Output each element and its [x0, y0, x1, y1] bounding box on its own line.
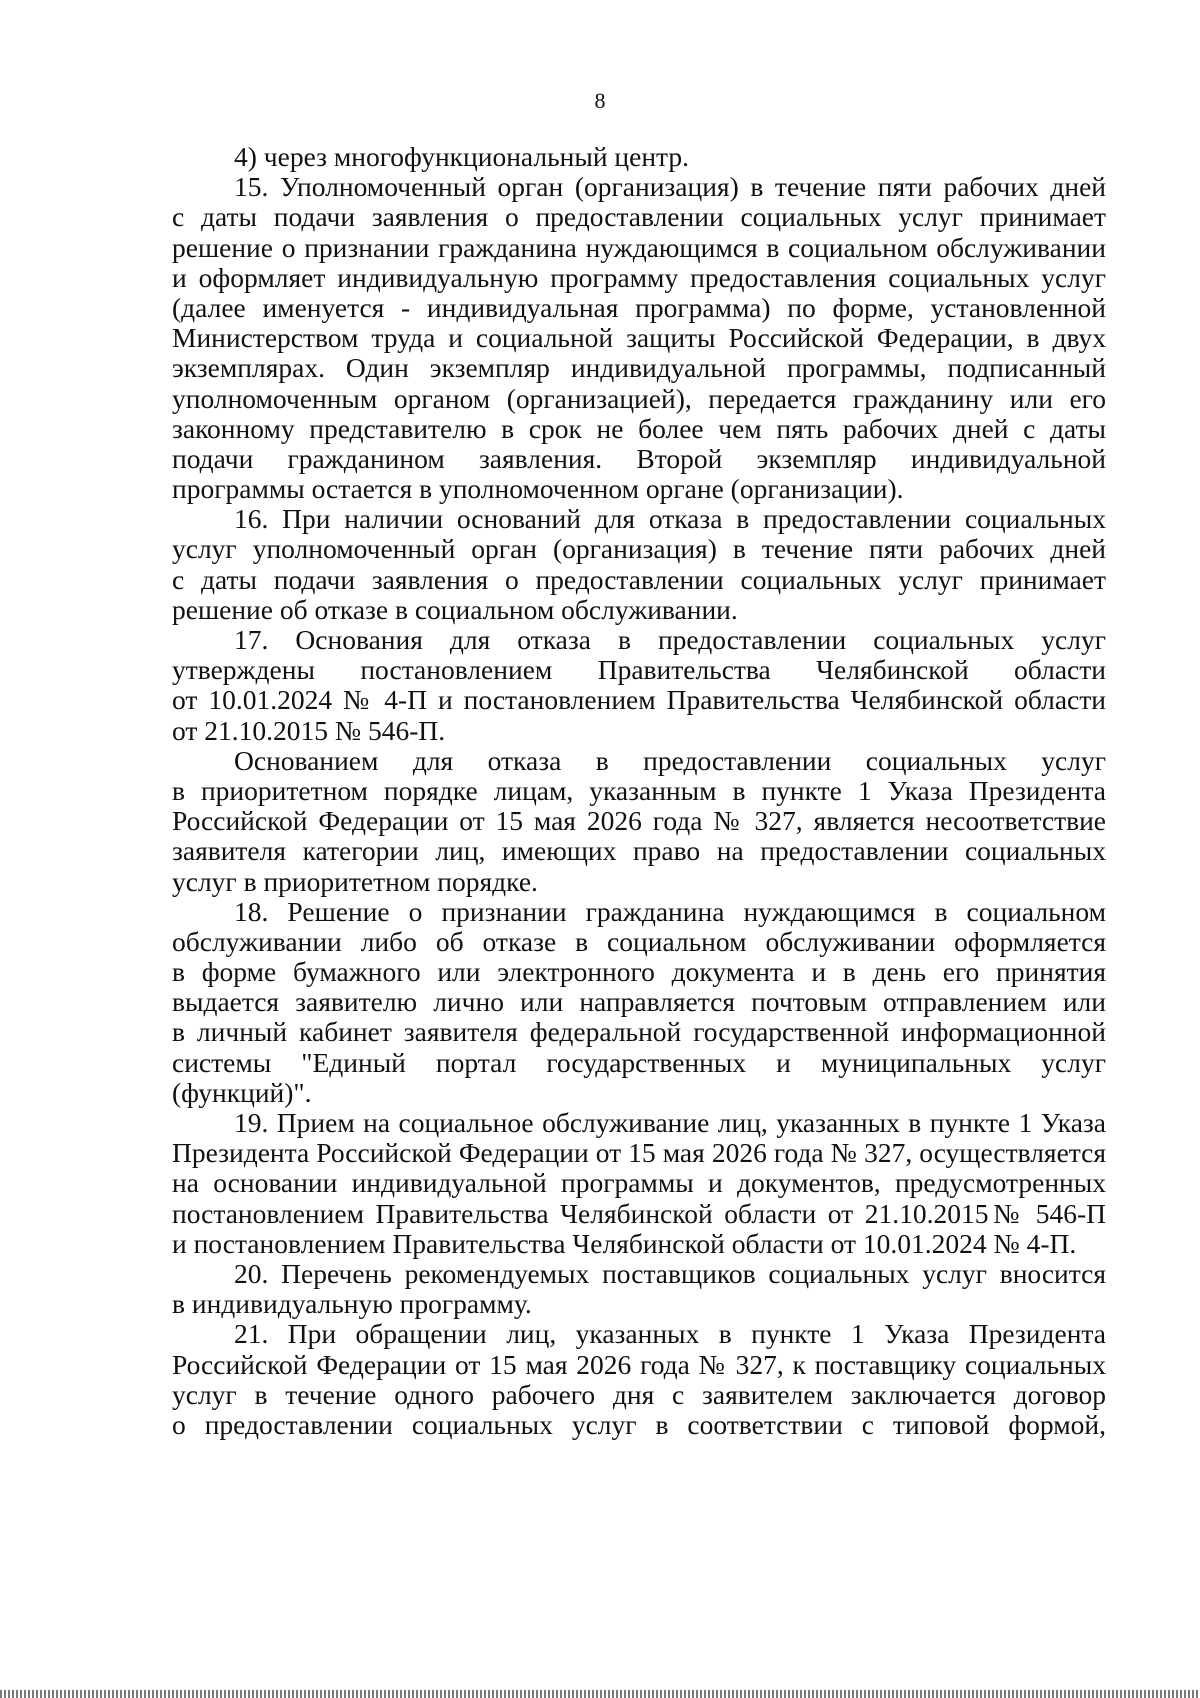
text-line: 20. Перечень рекомендуемых поставщиков социальных услуг вносится: [234, 1257, 1106, 1289]
text-line: Основанием для отказа в предоставлении социальных услуг: [234, 744, 1106, 776]
text-line: 17. Основания для отказа в предоставлении социальных услуг: [234, 624, 1106, 655]
text-line: услуг уполномоченный орган (организация) в течение пяти рабочих дней: [172, 533, 1106, 565]
text-line: в личный кабинет заявителя федеральной государственной информационной: [172, 1016, 1106, 1048]
text-line: законному представителю в срок не более чем пять рабочих дней с даты: [172, 412, 1106, 444]
text-line: обслуживании либо об отказе в социальном обслуживании оформляется: [172, 925, 1106, 957]
text-line: и оформляет индивидуальную программу предоставления социальных услуг: [172, 261, 1106, 293]
text-line: Российской Федерации от 15 мая 2026 года № 327, является несоответствие: [172, 805, 1106, 837]
text-line: системы "Единый портал государственных и муниципальных услуг: [172, 1046, 1106, 1078]
text-line: и постановлением Правительства Челябинской области от 10.01.2024 № 4-П.: [172, 1227, 1077, 1259]
text-line: постановлением Правительства Челябинской области от 21.10.2015№ 546-П: [172, 1197, 1106, 1229]
text-line: экземплярах. Один экземпляр индивидуальной программы, подписанный: [172, 352, 1106, 384]
text-line: 21. При обращении лиц, указанных в пункте 1 Указа Президента: [234, 1318, 1106, 1350]
text-line: Президента Российской Федерации от 15 мая 2026 года № 327, осуществляется: [172, 1137, 1106, 1169]
text-line: от 10.01.2024 № 4-П и постановлением Правительства Челябинской области: [172, 684, 1106, 716]
text-line: в индивидуальную программу.: [172, 1288, 532, 1320]
text-line: программы остается в уполномоченном органе (организации).: [172, 473, 904, 505]
text-line: с даты подачи заявления о предоставлении социальных услуг принимает: [172, 201, 1106, 233]
text-line: в форме бумажного или электронного документа и в день его принятия: [172, 956, 1106, 988]
page-number: 8: [594, 88, 606, 113]
text-line: на основании индивидуальной программы и документов, предусмотренных: [172, 1167, 1106, 1199]
text-line: решение об отказе в социальном обслуживании.: [172, 593, 738, 625]
text-line: 4) через многофункциональный центр.: [234, 141, 690, 172]
text-line: выдается заявителю лично или направляется почтовым отправлением или: [172, 986, 1106, 1018]
scan-edge-divider: [0, 1690, 1200, 1698]
text-line: 19. Прием на социальное обслуживание лиц, указанных в пункте 1 Указа: [234, 1107, 1106, 1138]
text-line: Министерством труда и социальной защиты Российской Федерации, в двух: [172, 322, 1106, 354]
text-line: уполномоченным органом (организацией), передается гражданину или его: [172, 382, 1106, 414]
text-line: в приоритетном порядке лицам, указанным в пункте 1 Указа Президента: [172, 774, 1106, 806]
text-line: заявителя категории лиц, имеющих право на предоставлении социальных: [172, 835, 1106, 867]
text-line: подачи гражданином заявления. Второй экземпляр индивидуальной: [172, 442, 1106, 474]
text-line: утверждены постановлением Правительства Челябинской области: [172, 654, 1106, 686]
text-line: 18. Решение о признании гражданина нуждающимся в социальном: [234, 895, 1106, 927]
text-line: услуг в приоритетном порядке.: [172, 865, 538, 897]
document-body: [172, 142, 1106, 1440]
text-line: решение о признании гражданина нуждающимся в социальном обслуживании: [172, 231, 1106, 263]
text-line: 16. При наличии оснований для отказа в предоставлении социальных: [234, 503, 1106, 535]
text-line: (далее именуется - индивидуальная программа) по форме, установленной: [172, 291, 1106, 323]
text-line: с даты подачи заявления о предоставлении социальных услуг принимает: [172, 563, 1106, 595]
text-line: Российской Федерации от 15 мая 2026 года № 327, к поставщику социальных: [172, 1348, 1106, 1380]
text-line: (функций)".: [172, 1076, 312, 1108]
text-line: услуг в течение одного рабочего дня с заявителем заключается договор: [172, 1378, 1106, 1410]
text-line: 15. Уполномоченный орган (организация) в течение пяти рабочих дней: [234, 171, 1106, 203]
text-line: от 21.10.2015 № 546-П.: [172, 714, 446, 746]
text-line: о предоставлении социальных услуг в соответствии с типовой формой,: [172, 1408, 1106, 1440]
